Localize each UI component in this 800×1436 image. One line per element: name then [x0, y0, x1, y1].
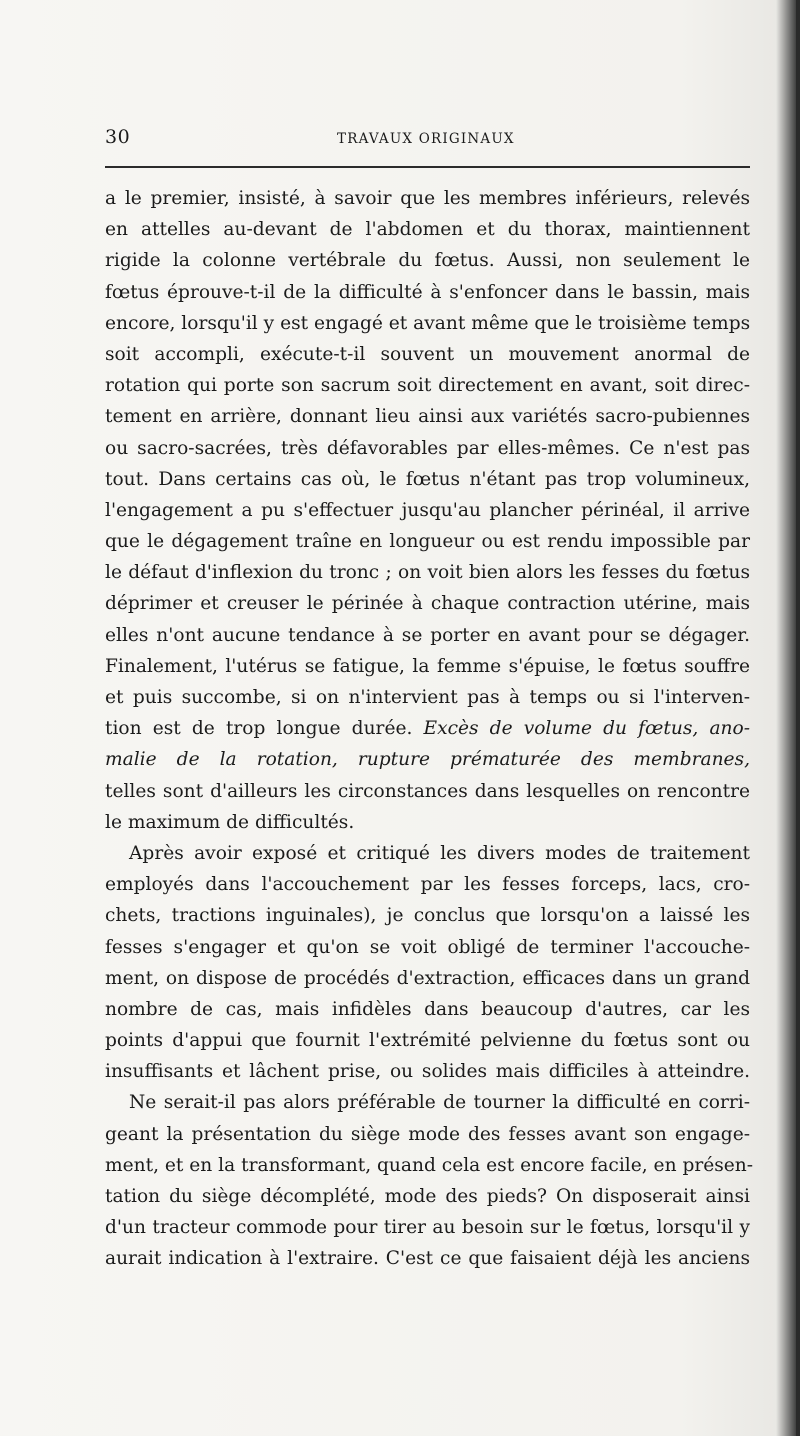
text-roman: tion est de trop longue durée.: [105, 718, 424, 740]
text-line: soit accompli, exécute-t-il souvent un mouvement anormal de: [105, 343, 750, 365]
text-line: le maximum de difficultés.: [105, 811, 355, 833]
text-line: chets, tractions inguinales), je conclus que lorsqu'on a laissé les: [105, 905, 750, 927]
text-line: fesses s'engager et qu'on se voit obligé de terminer l'accouche-: [105, 936, 750, 958]
text-line: insuffisants et lâchent prise, ou solides mais difficiles à atteindre.: [105, 1061, 750, 1083]
text-line: aurait indication à l'extraire. C'est ce que faisaient déjà les anciens: [105, 1248, 750, 1270]
text-line: rigide la colonne vertébrale du fœtus. Aussi, non seulement le: [105, 250, 750, 272]
text-line: [105, 713, 750, 744]
page-number: 30: [105, 126, 131, 148]
text-line: fœtus éprouve-t-il de la difficulté à s'enfoncer dans le bassin, mais: [105, 281, 750, 303]
body-text: [105, 183, 754, 1275]
text-line: points d'appui que fournit l'extrémité pelvienne du fœtus sont ou: [105, 1030, 750, 1052]
text-line: ou sacro-sacrées, très défavorables par elles-mêmes. Ce n'est pas: [105, 437, 750, 459]
text-line: ment, et en la transformant, quand cela est encore facile, en présen-: [105, 1154, 754, 1176]
text-line: geant la présentation du siège mode des fesses avant son engage-: [105, 1123, 750, 1145]
paragraph: [105, 1087, 754, 1274]
running-header: [105, 126, 750, 152]
text-line: ment, on dispose de procédés d'extraction, efficaces dans un grand: [105, 967, 750, 989]
text-italic: malie de la rotation, rupture prématurée des membranes,: [105, 749, 750, 771]
text-line: et puis succombe, si on n'intervient pas à temps ou si l'interven-: [105, 687, 750, 708]
text-line: en attelles au-devant de l'abdomen et du thorax, maintiennent: [105, 219, 750, 241]
text-italic: Excès de volume du fœtus, ano-: [423, 718, 750, 740]
text-line: Ne serait-il pas alors préférable de tourner la difficulté en corri-: [129, 1092, 750, 1114]
text-line: Après avoir exposé et critiqué les divers modes de traitement: [129, 842, 750, 864]
paragraph: [105, 183, 750, 838]
running-title: TRAVAUX ORIGINAUX: [337, 131, 515, 147]
text-line: d'un tracteur commode pour tirer au besoin sur le fœtus, lorsqu'il y: [105, 1217, 750, 1239]
header-rule: [105, 166, 750, 168]
text-line: le défaut d'inflexion du tronc ; on voit bien alors les fesses du fœtus: [105, 562, 750, 584]
text-line: déprimer et creuser le périnée à chaque contraction utérine, mais: [105, 593, 750, 615]
page-edge: [796, 0, 800, 1436]
text-line: que le dégagement traîne en longueur ou est rendu impossible par: [105, 531, 750, 553]
text-line: [105, 744, 750, 775]
text-line: a le premier, insisté, à savoir que les membres inférieurs, relevés: [105, 188, 750, 209]
text-line: rotation qui porte son sacrum soit directement en avant, soit direc-: [105, 375, 750, 397]
text-line: telles sont d'ailleurs les circonstances dans lesquelles on rencontre: [105, 780, 750, 802]
text-line: tement en arrière, donnant lieu ainsi aux variétés sacro-pubiennes: [105, 406, 750, 428]
text-line: l'engagement a pu s'effectuer jusqu'au plancher périnéal, il arrive: [105, 499, 750, 521]
paragraph: [105, 838, 750, 1088]
text-line: elles n'ont aucune tendance à se porter en avant pour se dégager.: [105, 624, 750, 646]
text-line: tout. Dans certains cas où, le fœtus n'étant pas trop volumineux,: [105, 468, 750, 490]
text-line: employés dans l'accouchement par les fesses forceps, lacs, cro-: [105, 874, 750, 896]
text-line: nombre de cas, mais infidèles dans beaucoup d'autres, car les: [105, 998, 750, 1020]
text-line: tation du siège décomplété, mode des pieds? On disposerait ainsi: [105, 1186, 750, 1207]
text-line: Finalement, l'utérus se fatigue, la femme s'épuise, le fœtus souffre: [105, 655, 750, 677]
text-line: encore, lorsqu'il y est engagé et avant même que le troisième temps: [105, 312, 751, 334]
